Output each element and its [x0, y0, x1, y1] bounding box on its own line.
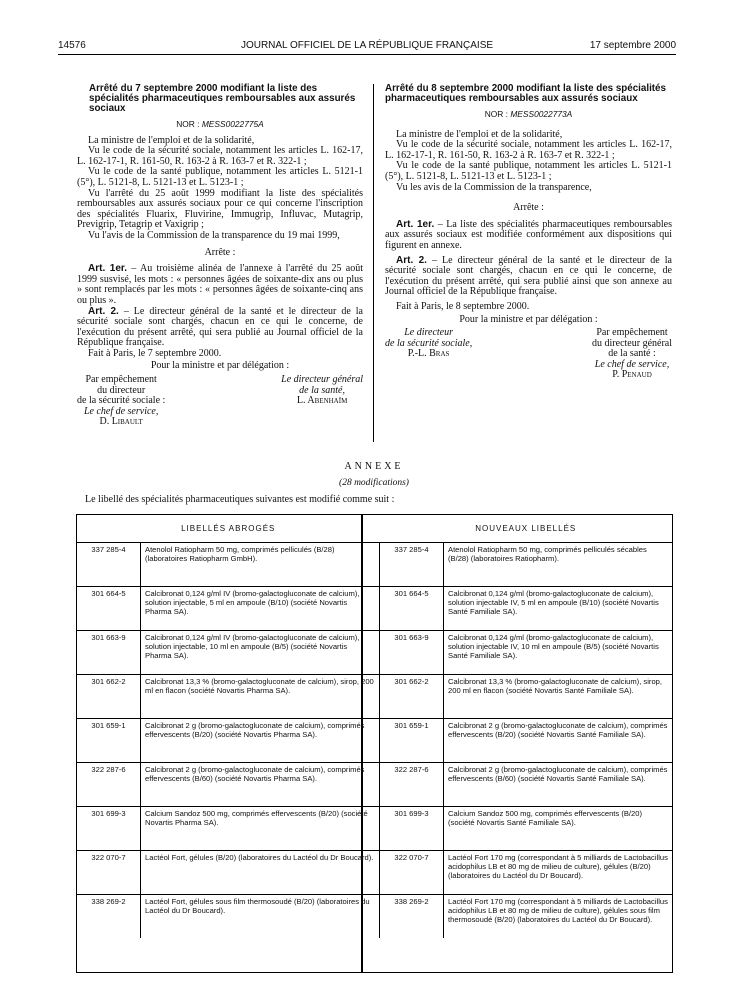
code-old-cell: 301 699-3 — [77, 807, 141, 851]
new-label-cell: Calcium Sandoz 500 mg, comprimés effervescents (B/20) (société Novartis Santé Familiale SA). — [444, 807, 673, 851]
old-label-cell: Lactéol Fort, gélules (B/20) (laboratoires du Lactéol du Dr Boucard). — [141, 851, 380, 895]
paragraph: Vu le code de la santé publique, notamment les articles L. 5121-1 (5°), L. 5121-8, L. 5121-13 et L. 5123-1 ; — [385, 160, 672, 182]
code-old-cell: 301 664-5 — [77, 587, 141, 631]
signatory-name: L. Abenhaïm — [296, 395, 348, 407]
table-row — [77, 763, 672, 807]
signature-block — [77, 375, 165, 428]
new-label-cell: Lactéol Fort 170 mg (correspondant à 5 milliards de Lactobacillus acidophilus LB et 80 mg de milieu de culture), gélules (B/20) (laboratoires du Lactéol du Dr Boucard). — [444, 851, 673, 895]
modifications-table — [77, 514, 672, 938]
annex-subtitle: (28 modifications) — [339, 478, 409, 488]
code-new-cell: 322 287-6 — [380, 763, 444, 807]
table-row — [77, 587, 672, 631]
signature-line: Par empêchement — [85, 374, 157, 386]
annex-intro: Le libellé des spécialités pharmaceutiques suivantes est modifié comme suit : — [85, 494, 395, 505]
old-label-cell: Calcibronat 0,124 g/ml IV (bromo-galactogluconate de calcium), solution injectable, 10 ml en ampoule (B/5) (société Novartis Pharma SA). — [141, 631, 380, 675]
new-label-cell: Calcibronat 2 g (bromo-galactogluconate de calcium), comprimés effervescents (B/20) (société Novartis Santé Familiale SA). — [444, 719, 673, 763]
code-old-cell: 337 285-4 — [77, 543, 141, 587]
code-old-cell: 301 663-9 — [77, 631, 141, 675]
code-old-cell: 322 287-6 — [77, 763, 141, 807]
signature-role: Le chef de service, — [83, 405, 159, 417]
signature-role: de la santé, — [299, 384, 345, 396]
table-row — [77, 543, 672, 587]
nor-code: MESS0022773A — [510, 109, 573, 119]
new-label-cell: Calcibronat 2 g (bromo-galactogluconate de calcium), comprimés effervescents (B/60) (société Novartis Santé Familiale SA). — [444, 763, 673, 807]
article-text: – Au troisième alinéa de l'annexe à l'arrêté du 25 août 1999 susvisé, les mots : « personnes âgées de soixante-dix ans ou plus » sont remplacés par les mots : « personnes âgées de soixante-cinq ans ou plus ». — [77, 263, 364, 306]
article-1 — [77, 264, 363, 306]
page-number: 14576 — [58, 40, 86, 51]
paragraph: Vu le code de la sécurité sociale, notamment les articles L. 162-17, L. 162-17-1, R. 161-50, R. 163-2 à R. 163-7 et R. 322-1 ; — [77, 145, 363, 167]
column-header-abroges: LIBELLÉS ABROGÉS — [77, 514, 380, 543]
signatory-name: P. Penaud — [612, 369, 652, 381]
code-old-cell: 338 269-2 — [77, 895, 141, 939]
column-header-nouveaux: NOUVEAUX LIBELLÉS — [380, 514, 673, 543]
new-label-cell: Atenolol Ratiopharm 50 mg, comprimés pelliculés sécables (B/28) (laboratoires Ratiopharm). — [444, 543, 673, 587]
old-label-cell: Calcibronat 0,124 g/ml IV (bromo-galactogluconate de calcium), solution injectable, 5 ml en ampoule (B/10) (société Novartis Pharma SA). — [141, 587, 380, 631]
code-new-cell: 301 664-5 — [380, 587, 444, 631]
nor-code: MESS0022775A — [201, 119, 264, 129]
old-label-cell: Calcibronat 13,3 % (bromo-galactogluconate de calcium), sirop, 200 ml en flacon (société Novartis Pharma SA). — [141, 675, 380, 719]
signature-line: de la sécurité sociale : — [77, 395, 166, 407]
left-decree — [77, 84, 363, 428]
signature-role: de la sécurité sociale, — [385, 337, 473, 349]
signature-line: de la santé : — [608, 348, 656, 360]
code-new-cell: 337 285-4 — [380, 543, 444, 587]
old-label-cell: Calcibronat 2 g (bromo-galactogluconate de calcium), comprimés effervescents (B/20) (société Novartis Pharma SA). — [141, 719, 380, 763]
code-new-cell: 301 659-1 — [380, 719, 444, 763]
signatures — [385, 328, 672, 381]
journal-title: JOURNAL OFFICIEL DE LA RÉPUBLIQUE FRANÇAISE — [240, 40, 494, 51]
paragraph: Vu l'avis de la Commission de la transparence du 19 mai 1999, — [88, 229, 340, 241]
paragraph: Vu le code de la santé publique, notamment les articles L. 5121-1 (5°), L. 5121-8, L. 5121-13 et L. 5123-1 ; — [77, 166, 363, 188]
signatures — [77, 375, 363, 428]
code-new-cell: 301 699-3 — [380, 807, 444, 851]
table-row — [77, 851, 672, 895]
arrete-heading: Arrête : — [513, 202, 544, 214]
issue-date: 17 septembre 2000 — [589, 40, 676, 51]
article-label: Art. 2. — [396, 254, 427, 266]
signature-line: du directeur général — [592, 337, 672, 349]
signature-role: Le chef de service, — [594, 358, 670, 370]
code-new-cell: 338 269-2 — [380, 895, 444, 939]
paragraph: Vu l'arrêté du 25 août 1999 modifiant la liste des spécialités remboursables aux assurés sociaux pour ce qui concerne l'inscription des spécialités Fluarix, Fluvirine, Immugrip, Influvac, Mutagrip, Previgrip, Tetagrip et Vaxigrip ; — [77, 187, 363, 231]
table-row — [77, 895, 672, 939]
decree-title: Arrêté du 7 septembre 2000 modifiant la liste des spécialités pharmaceutiques remboursables aux assurés sociaux — [89, 83, 356, 114]
column-separator — [373, 84, 374, 442]
place-date: Fait à Paris, le 7 septembre 2000. — [88, 347, 222, 359]
code-new-cell: 301 663-9 — [380, 631, 444, 675]
article-label: Art. 1er. — [396, 218, 435, 230]
article-2 — [385, 256, 672, 298]
article-label: Art. 1er. — [88, 263, 128, 275]
article-2 — [77, 307, 363, 349]
right-decree — [385, 84, 672, 381]
article-label: Art. 2. — [88, 305, 119, 317]
delegation-line: Pour la ministre et par délégation : — [150, 360, 290, 372]
code-old-cell: 301 659-1 — [77, 719, 141, 763]
table-row — [77, 807, 672, 851]
nor-reference — [385, 109, 672, 120]
old-label-cell: Calcibronat 2 g (bromo-galactogluconate de calcium), comprimés effervescents (B/60) (société Novartis Pharma SA). — [141, 763, 380, 807]
signature-block — [281, 375, 363, 428]
table-row — [77, 631, 672, 675]
old-label-cell: Atenolol Ratiopharm 50 mg, comprimés pelliculés (B/28) (laboratoires Ratiopharm GmbH). — [141, 543, 380, 587]
signatory-name: D. Libault — [99, 416, 143, 428]
table-row — [77, 719, 672, 763]
signature-role: Le directeur général — [281, 374, 363, 386]
article-text: – Le directeur général de la santé et le directeur de la sécurité sociale sont chargés, chacun en ce qui le concerne, de l'exécution du présent arrêté, qui sera publié au Journal officiel de la République française. — [77, 305, 363, 349]
old-label-cell: Calcium Sandoz 500 mg, comprimés effervescents (B/20) (société Novartis Pharma SA). — [141, 807, 380, 851]
annex-title: ANNEXE — [344, 461, 404, 472]
old-label-cell: Lactéol Fort, gélules sous film thermosoudé (B/20) (laboratoires du Lactéol du Dr Boucard). — [141, 895, 380, 939]
signature-block — [592, 328, 672, 381]
header-rule — [58, 54, 676, 55]
paragraph: La ministre de l'emploi et de la solidarité, — [88, 134, 255, 146]
paragraph: Vu le code de la sécurité sociale, notamment les articles L. 162-17, L. 162-17-1, R. 161-50, R. 163-2 à R. 163-7 et R. 322-1 ; — [385, 139, 672, 161]
nor-label: NOR : — [176, 119, 200, 129]
new-label-cell: Lactéol Fort 170 mg (correspondant à 5 milliards de Lactobacillus acidophilus LB et 80 mg de milieu de culture), gélules sous film thermosoudé (B/20) (laboratoires du Lactéol du Dr Boucard). — [444, 895, 673, 939]
place-date: Fait à Paris, le 8 septembre 2000. — [396, 300, 530, 312]
signature-role: Le directeur — [404, 327, 453, 339]
decree-title: Arrêté du 8 septembre 2000 modifiant la liste des spécialités pharmaceutiques remboursables aux assurés sociaux — [385, 83, 666, 104]
article-text: – La liste des spécialités pharmaceutiques remboursables aux assurés sociaux est modifiée conformément aux dispositions qui figurent en annexe. — [385, 218, 672, 251]
signature-block — [385, 328, 472, 381]
new-label-cell: Calcibronat 13,3 % (bromo-galactogluconate de calcium), sirop, 200 ml en flacon (société Novartis Santé Familiale SA). — [444, 675, 673, 719]
code-new-cell: 301 662-2 — [380, 675, 444, 719]
nor-label: NOR : — [484, 109, 508, 119]
new-label-cell: Calcibronat 0,124 g/ml (bromo-galactogluconate de calcium), solution injectable IV, 5 ml en ampoule (B/10) (société Novartis Santé Familiale SA). — [444, 587, 673, 631]
code-old-cell: 322 070-7 — [77, 851, 141, 895]
article-text: – Le directeur général de la santé et le directeur de la sécurité sociale sont chargés, chacun en ce qui le concerne, de l'exécution du présent arrêté, qui sera publié ainsi que son annexe au Journal officiel de la République française. — [385, 254, 672, 298]
code-old-cell: 301 662-2 — [77, 675, 141, 719]
paragraph: Vu les avis de la Commission de la transparence, — [396, 181, 592, 193]
delegation-line: Pour la ministre et par délégation : — [459, 313, 598, 325]
signature-line: du directeur — [97, 384, 146, 396]
paragraph: La ministre de l'emploi et de la solidarité, — [396, 128, 563, 140]
nor-reference — [77, 119, 363, 130]
table-row — [77, 675, 672, 719]
code-new-cell: 322 070-7 — [380, 851, 444, 895]
arrete-heading: Arrête : — [204, 246, 236, 258]
article-1 — [385, 220, 672, 252]
new-label-cell: Calcibronat 0,124 g/ml (bromo-galactogluconate de calcium), solution injectable IV, 10 ml en ampoule (B/5) (société Novartis Santé Familiale SA). — [444, 631, 673, 675]
signatory-name: P.-L. Bras — [407, 348, 450, 360]
signature-line: Par empêchement — [596, 327, 668, 339]
